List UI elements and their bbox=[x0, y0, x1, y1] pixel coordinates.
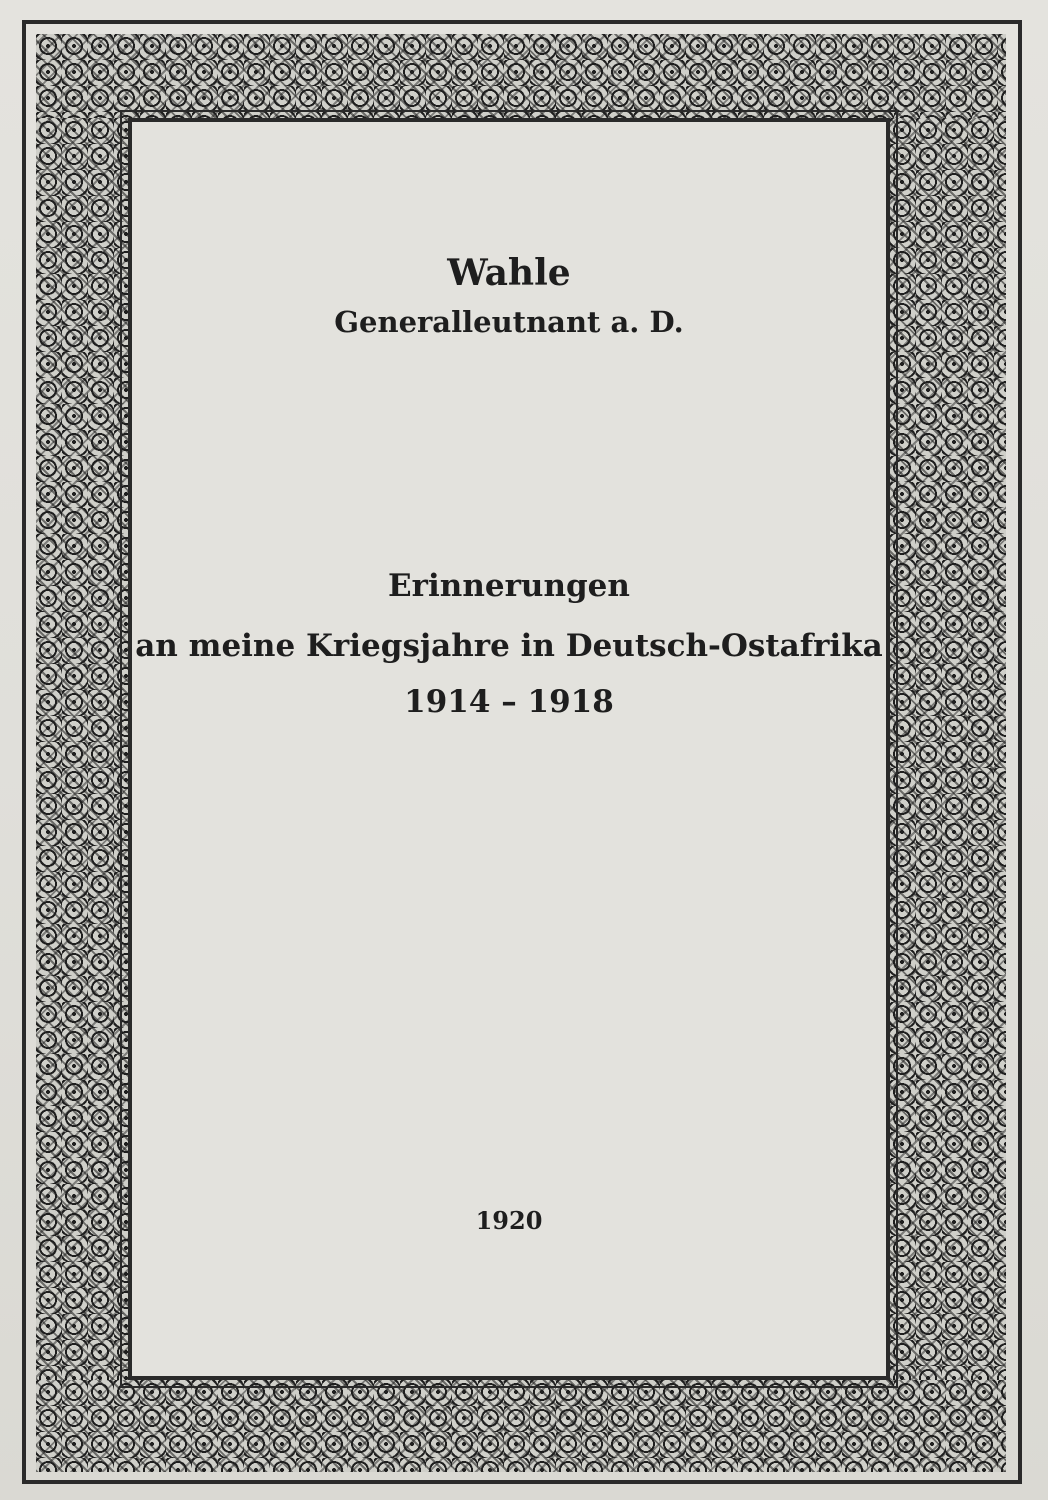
ornamental-border-right bbox=[890, 118, 1006, 1380]
ornamental-border-top bbox=[36, 34, 1006, 118]
title-years: 1914 – 1918 bbox=[404, 684, 614, 720]
publication-year: 1920 bbox=[475, 1206, 543, 1235]
ornamental-border-bottom bbox=[36, 1380, 1006, 1472]
title-line-1: Erinnerungen bbox=[388, 568, 630, 604]
ornamental-border-left bbox=[36, 118, 128, 1380]
author-name: Wahle bbox=[447, 252, 571, 294]
title-line-2: an meine Kriegsjahre in Deutsch-Ostafrika bbox=[135, 628, 883, 664]
author-rank: Generalleutnant a. D. bbox=[334, 305, 684, 339]
